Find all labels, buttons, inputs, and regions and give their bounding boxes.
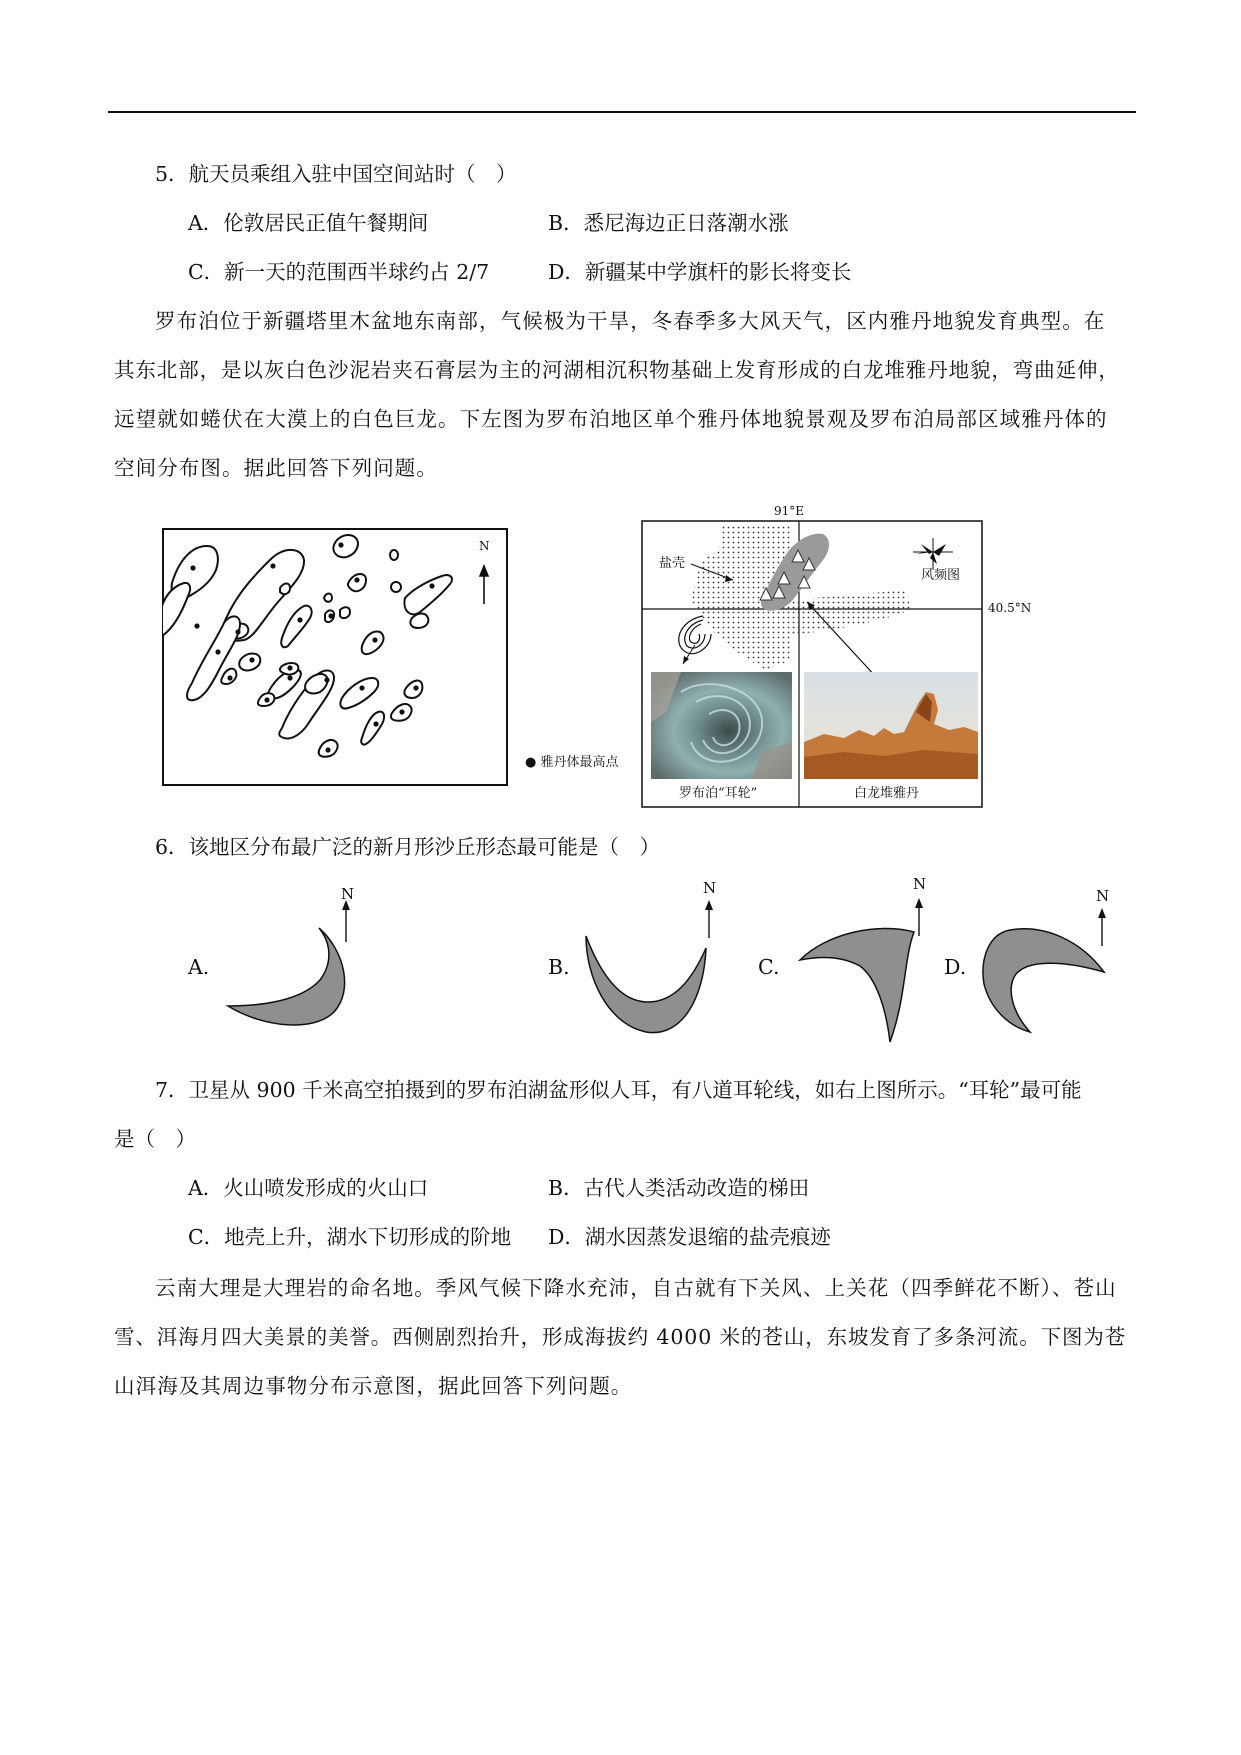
salt-crust-label: 盐壳	[659, 556, 686, 571]
q7-stem-line2: 是（ ）	[114, 1127, 196, 1151]
q7-option-c[interactable]: C．地壳上升，湖水下切形成的阶地	[188, 1225, 512, 1249]
q5-option-b[interactable]: B．悉尼海边正日落潮水涨	[548, 211, 789, 235]
yardang-peak-legend: ● 雅丹体最高点	[525, 755, 619, 770]
ear-ring-caption: 罗布泊“耳轮”	[679, 786, 758, 801]
q6-option-d-label[interactable]: D.	[944, 955, 967, 979]
q6-option-c-label[interactable]: C.	[758, 955, 780, 979]
dune-c-shape[interactable]	[796, 918, 924, 1048]
q7-option-a[interactable]: A．火山喷发形成的火山口	[188, 1176, 429, 1200]
dune-a-north-label: N	[341, 885, 355, 903]
q6-stem: 6．该地区分布最广泛的新月形沙丘形态最可能是（ ）	[155, 835, 661, 859]
passage1-line3: 远望就如蜷伏在大漠上的白色巨龙。下左图为罗布泊地区单个雅丹体地貌景观及罗布泊局部区域雅丹体的	[114, 407, 1108, 431]
q6-option-a-label[interactable]: A.	[188, 955, 210, 979]
passage1-line4: 空间分布图。据此回答下列问题。	[114, 456, 438, 480]
latitude-label: 40.5°N	[988, 601, 1032, 615]
ear-ring-satellite-photo	[651, 672, 792, 779]
dune-b-north-label: N	[703, 879, 717, 897]
dune-c-north-label: N	[913, 875, 927, 893]
yardang-distribution-map	[162, 528, 508, 786]
bailongdui-caption: 白龙堆雅丹	[854, 786, 920, 801]
dune-d-shape[interactable]	[978, 920, 1110, 1038]
passage1-line2: 其东北部，是以灰白色沙泥岩夹石膏层为主的河湖相沉积物基础上发育形成的白龙堆雅丹地貌，弯曲延伸，	[114, 358, 1120, 382]
q5-option-c[interactable]: C．新一天的范围西半球约占 2/7	[188, 260, 490, 284]
passage2-line1: 云南大理是大理岩的命名地。季风气候下降水充沛，自古就有下关风、上关花（四季鲜花不断）、苍山	[155, 1276, 1117, 1300]
q7-option-b[interactable]: B．古代人类活动改造的梯田	[548, 1176, 810, 1200]
dune-b-shape[interactable]	[582, 928, 710, 1036]
q6-option-b-label[interactable]: B.	[548, 955, 570, 979]
bailongdui-yardang-photo	[804, 672, 978, 779]
left-map-north-label: N	[479, 539, 490, 553]
q5-stem: 5．航天员乘组入驻中国空间站时（ ）	[155, 162, 517, 186]
passage2-line2: 雪、洱海月四大美景的美誉。西侧剧烈抬升，形成海拔约 4000 米的苍山，东坡发育了多条河流。下图为苍	[114, 1325, 1127, 1349]
header-rule	[108, 111, 1136, 113]
passage1-line1: 罗布泊位于新疆塔里木盆地东南部，气候极为干旱，冬春季多大风天气，区内雅丹地貌发育典型。在	[155, 309, 1106, 333]
q5-option-d[interactable]: D．新疆某中学旗杆的影长将变长	[548, 260, 852, 284]
passage2-line3: 山洱海及其周边事物分布示意图，据此回答下列问题。	[114, 1374, 633, 1398]
wind-rose-label: 风频图	[921, 568, 961, 583]
dune-d-north-label: N	[1096, 887, 1110, 905]
q5-option-a[interactable]: A．伦敦居民正值午餐期间	[188, 211, 429, 235]
longitude-label: 91°E	[774, 504, 805, 518]
q7-option-d[interactable]: D．湖水因蒸发退缩的盐壳痕迹	[548, 1225, 831, 1249]
q7-stem-line1: 7．卫星从 900 千米高空拍摄到的罗布泊湖盆形似人耳，有八道耳轮线，如右上图所示。“耳轮”最可能	[155, 1078, 1082, 1102]
